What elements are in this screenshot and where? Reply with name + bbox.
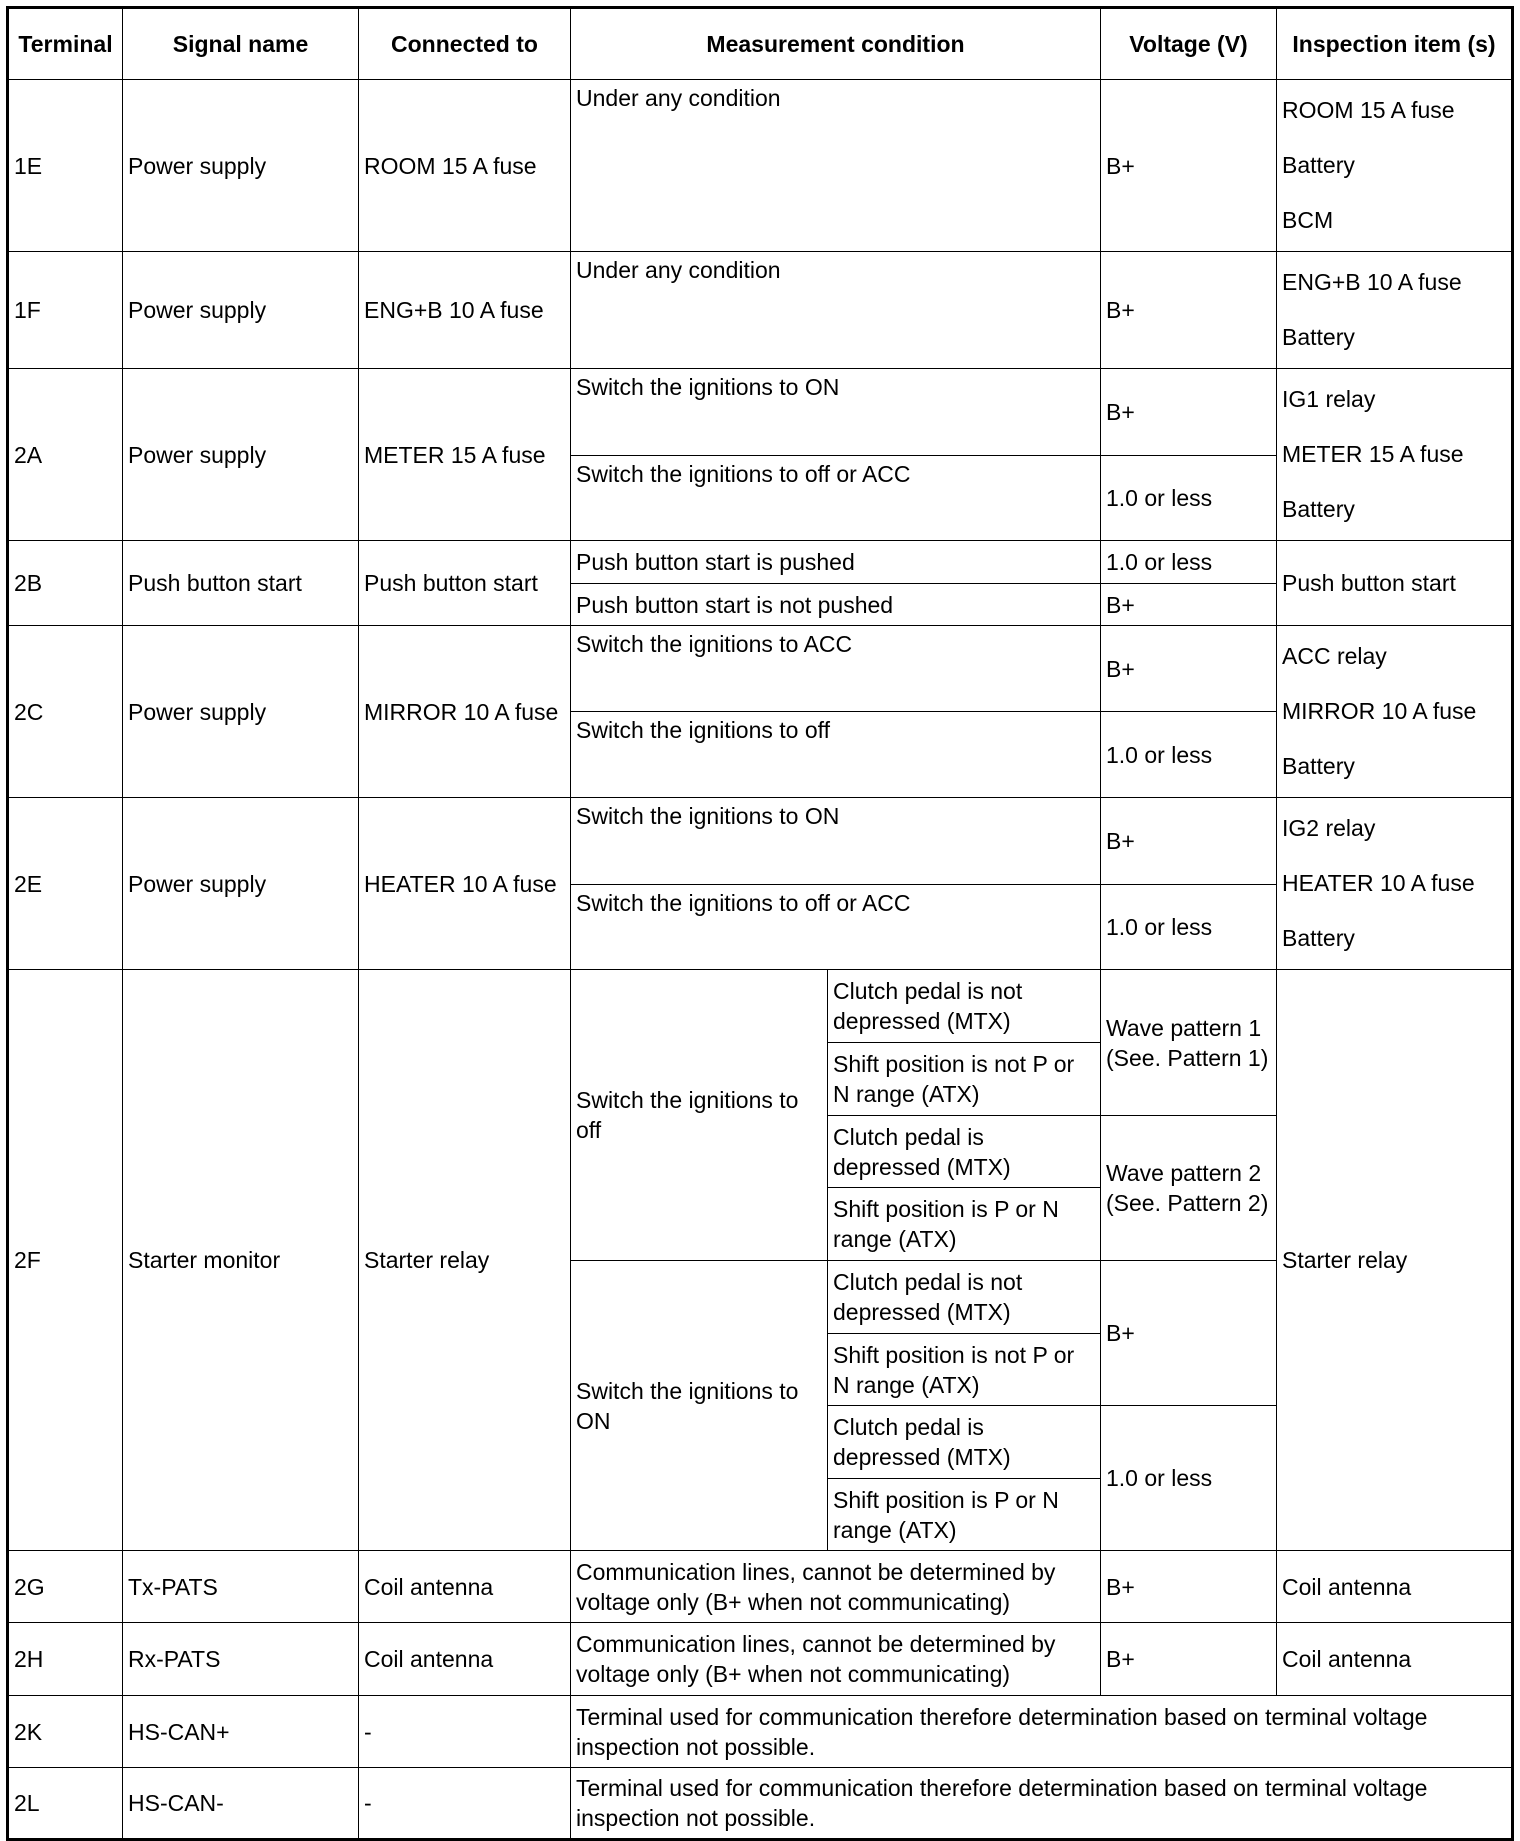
signal-cell: Push button start — [123, 541, 359, 626]
header-connected-to: Connected to — [359, 8, 571, 80]
condition-cell: Terminal used for communication therefore determination based on terminal voltage inspection not possible. — [571, 1768, 1513, 1840]
inspection-item: IG2 relay — [1282, 815, 1376, 841]
inspection-item: ROOM 15 A fuse — [1282, 97, 1455, 123]
condition-cell: Switch the ignitions to off or ACC — [571, 455, 1101, 540]
terminal-voltage-table — [6, 6, 1514, 1841]
sub-condition-cell: Shift position is not P or N range (ATX) — [828, 1334, 1101, 1406]
voltage-cell: 1.0 or less — [1101, 1406, 1277, 1551]
voltage-cell: B+ — [1101, 252, 1277, 369]
voltage-cell: B+ — [1101, 1261, 1277, 1406]
header-voltage: Voltage (V) — [1101, 8, 1277, 80]
condition-cell: Under any condition — [571, 80, 1101, 252]
inspection-cell: Push button start — [1277, 541, 1513, 626]
connected-cell: MIRROR 10 A fuse — [359, 626, 571, 798]
table-row — [8, 970, 1513, 1043]
header-measurement-condition: Measurement condition — [571, 8, 1101, 80]
connected-cell: Starter relay — [359, 970, 571, 1551]
table-row — [8, 1623, 1513, 1696]
sub-condition-cell: Clutch pedal is not depressed (MTX) — [828, 1261, 1101, 1334]
inspection-cell — [1277, 80, 1513, 252]
voltage-cell: B+ — [1101, 626, 1277, 712]
inspection-item: Battery — [1282, 152, 1355, 178]
sub-condition-cell: Clutch pedal is not depressed (MTX) — [828, 970, 1101, 1043]
inspection-cell — [1277, 798, 1513, 970]
connected-cell: - — [359, 1696, 571, 1768]
inspection-item: ACC relay — [1282, 643, 1387, 669]
inspection-item: Battery — [1282, 324, 1355, 350]
inspection-cell: Coil antenna — [1277, 1551, 1513, 1623]
condition-cell: Switch the ignitions to off — [571, 970, 828, 1261]
inspection-item: IG1 relay — [1282, 386, 1376, 412]
sub-condition-cell: Clutch pedal is depressed (MTX) — [828, 1116, 1101, 1188]
inspection-cell — [1277, 626, 1513, 798]
condition-cell: Switch the ignitions to ON — [571, 798, 1101, 885]
table-row — [8, 541, 1513, 584]
connected-cell: Coil antenna — [359, 1551, 571, 1623]
inspection-item: Battery — [1282, 925, 1355, 951]
voltage-cell: B+ — [1101, 584, 1277, 626]
table-row — [8, 1696, 1513, 1768]
voltage-cell: B+ — [1101, 1551, 1277, 1623]
terminal-cell: 2A — [8, 369, 123, 541]
connected-cell: METER 15 A fuse — [359, 369, 571, 541]
signal-cell: Tx-PATS — [123, 1551, 359, 1623]
condition-cell: Terminal used for communication therefore determination based on terminal voltage inspection not possible. — [571, 1696, 1513, 1768]
header-row — [8, 8, 1513, 80]
connected-cell: ROOM 15 A fuse — [359, 80, 571, 252]
terminal-cell: 2B — [8, 541, 123, 626]
condition-cell: Switch the ignitions to off — [571, 712, 1101, 798]
condition-cell: Push button start is pushed — [571, 541, 1101, 584]
inspection-item: METER 15 A fuse — [1282, 441, 1464, 467]
inspection-cell: Starter relay — [1277, 970, 1513, 1551]
voltage-cell: 1.0 or less — [1101, 712, 1277, 798]
terminal-cell: 1F — [8, 252, 123, 369]
signal-cell: Power supply — [123, 798, 359, 970]
terminal-cell: 2H — [8, 1623, 123, 1696]
table-row — [8, 80, 1513, 252]
inspection-item: BCM — [1282, 207, 1334, 233]
table-row — [8, 252, 1513, 369]
inspection-item: Battery — [1282, 753, 1355, 779]
terminal-cell: 2L — [8, 1768, 123, 1840]
connected-cell: - — [359, 1768, 571, 1840]
condition-cell: Switch the ignitions to ON — [571, 1261, 828, 1551]
inspection-item: ENG+B 10 A fuse — [1282, 269, 1462, 295]
condition-cell: Switch the ignitions to off or ACC — [571, 884, 1101, 969]
voltage-cell: B+ — [1101, 1623, 1277, 1696]
signal-cell: Power supply — [123, 80, 359, 252]
signal-cell: Rx-PATS — [123, 1623, 359, 1696]
table-row — [8, 798, 1513, 885]
sub-condition-cell: Shift position is P or N range (ATX) — [828, 1479, 1101, 1551]
voltage-cell: B+ — [1101, 369, 1277, 456]
terminal-cell: 1E — [8, 80, 123, 252]
sub-condition-cell: Shift position is P or N range (ATX) — [828, 1188, 1101, 1261]
terminal-cell: 2K — [8, 1696, 123, 1768]
table-row — [8, 1551, 1513, 1623]
signal-cell: Power supply — [123, 252, 359, 369]
header-signal-name: Signal name — [123, 8, 359, 80]
signal-cell: Power supply — [123, 369, 359, 541]
table-row — [8, 626, 1513, 712]
terminal-cell: 2E — [8, 798, 123, 970]
voltage-cell: B+ — [1101, 80, 1277, 252]
header-inspection-items: Inspection item (s) — [1277, 8, 1513, 80]
inspection-item: MIRROR 10 A fuse — [1282, 698, 1477, 724]
inspection-item: HEATER 10 A fuse — [1282, 870, 1475, 896]
signal-cell: Power supply — [123, 626, 359, 798]
voltage-cell: 1.0 or less — [1101, 455, 1277, 540]
condition-cell: Switch the ignitions to ON — [571, 369, 1101, 456]
signal-cell: Starter monitor — [123, 970, 359, 1551]
table-row — [8, 369, 1513, 456]
condition-cell: Communication lines, cannot be determined by voltage only (B+ when not communicating) — [571, 1551, 1101, 1623]
signal-cell: HS-CAN+ — [123, 1696, 359, 1768]
terminal-cell: 2C — [8, 626, 123, 798]
inspection-item: Battery — [1282, 496, 1355, 522]
connected-cell: ENG+B 10 A fuse — [359, 252, 571, 369]
inspection-cell — [1277, 252, 1513, 369]
condition-cell: Push button start is not pushed — [571, 584, 1101, 626]
voltage-cell: 1.0 or less — [1101, 541, 1277, 584]
voltage-cell: Wave pattern 2 (See. Pattern 2) — [1101, 1116, 1277, 1261]
voltage-cell: Wave pattern 1 (See. Pattern 1) — [1101, 970, 1277, 1116]
sub-condition-cell: Shift position is not P or N range (ATX) — [828, 1043, 1101, 1116]
voltage-cell: B+ — [1101, 798, 1277, 885]
connected-cell: Coil antenna — [359, 1623, 571, 1696]
terminal-cell: 2F — [8, 970, 123, 1551]
signal-cell: HS-CAN- — [123, 1768, 359, 1840]
inspection-cell: Coil antenna — [1277, 1623, 1513, 1696]
condition-cell: Communication lines, cannot be determined by voltage only (B+ when not communicating) — [571, 1623, 1101, 1696]
header-terminal: Terminal — [8, 8, 123, 80]
terminal-cell: 2G — [8, 1551, 123, 1623]
sub-condition-cell: Clutch pedal is depressed (MTX) — [828, 1406, 1101, 1479]
condition-cell: Switch the ignitions to ACC — [571, 626, 1101, 712]
table-row — [8, 1768, 1513, 1840]
condition-cell: Under any condition — [571, 252, 1101, 369]
inspection-cell — [1277, 369, 1513, 541]
connected-cell: Push button start — [359, 541, 571, 626]
connected-cell: HEATER 10 A fuse — [359, 798, 571, 970]
voltage-cell: 1.0 or less — [1101, 884, 1277, 969]
